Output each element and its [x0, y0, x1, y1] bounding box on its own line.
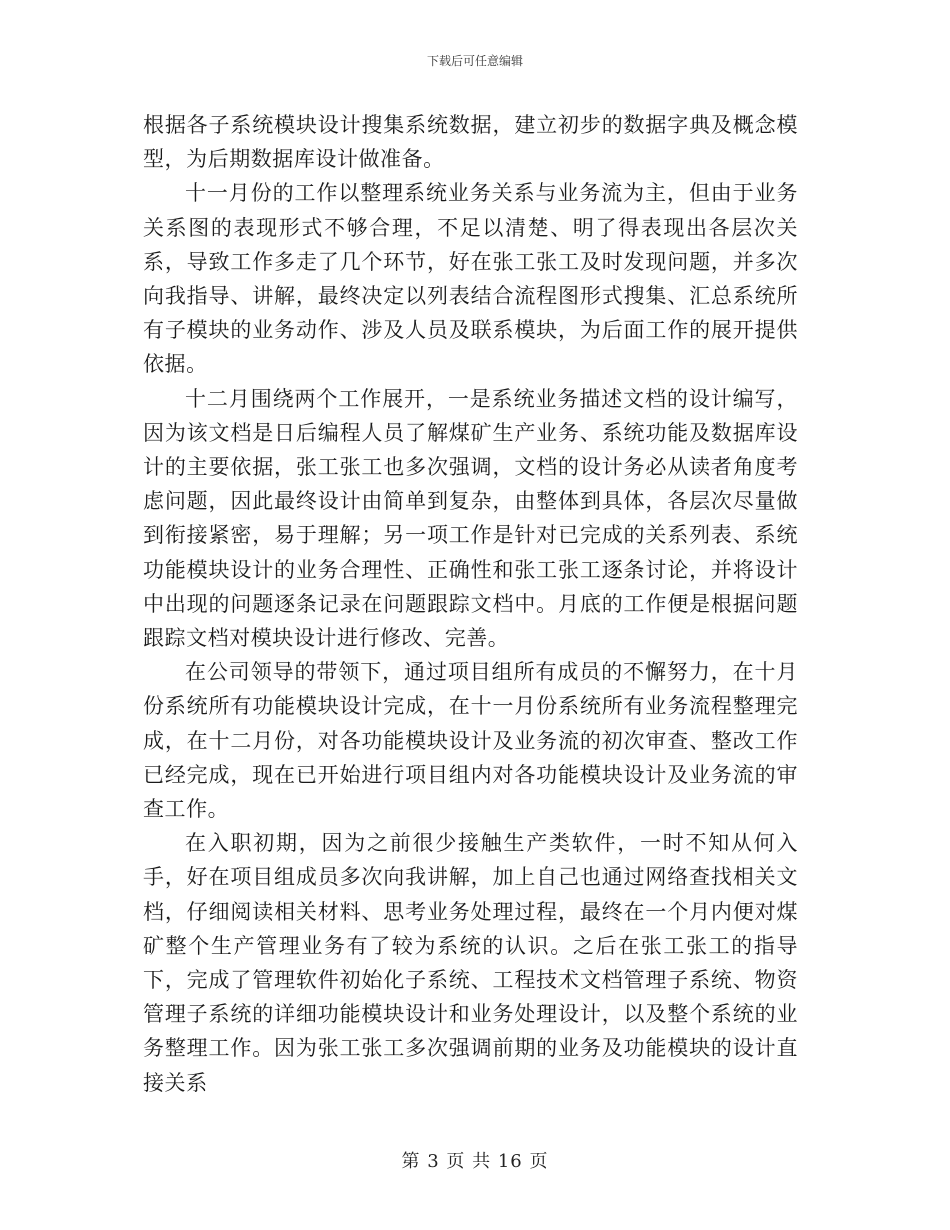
paragraph-3: 十二月围绕两个工作展开，一是系统业务描述文档的设计编写，因为该文档是日后编程人员了解煤矿生产业务、系统功能及数据库设计的主要依据，张工张工也多次强调，文档的设计务必从读者角度考虑问题，因此最终设计由简单到复杂，由整体到具体，各层次尽量做到衔接紧密，易于理解；另一项工作是针对已完成的关系列表、系统功能模块设计的业务合理性、正确性和张工张工逐条讨论，并将设计中出现的问题逐条记录在问题跟踪文档中。月底的工作便是根据问题跟踪文档对模块设计进行修改、完善。: [143, 386, 798, 651]
page-number-footer: 第 3 页 共 16 页: [401, 1151, 549, 1172]
paragraph-4: 在公司领导的带领下，通过项目组所有成员的不懈努力，在十月份系统所有功能模块设计完成，在十一月份系统所有业务流程整理完成，在十二月份，对各功能模块设计及业务流的初次审查、整改工作已经完成，现在已开始进行项目组内对各功能模块设计及业务流的审查工作。: [143, 660, 798, 822]
paragraph-5: 在入职初期，因为之前很少接触生产类软件，一时不知从何入手，好在项目组成员多次向我讲解，加上自己也通过网络查找相关文档，仔细阅读相关材料、思考业务处理过程，最终在一个月内便对煤矿整个生产管理业务有了较为系统的认识。之后在张工张工的指导下，完成了管理软件初始化子系统、工程技术文档管理子系统、物资管理子系统的详细功能模块设计和业务处理设计，以及整个系统的业务整理工作。因为张工张工多次强调前期的业务及功能模块的设计直接关系: [143, 831, 798, 1095]
paragraph-1: 根据各子系统模块设计搜集系统数据，建立初步的数据字典及概念模型，为后期数据库设计做准备。: [143, 113, 798, 172]
paragraph-2: 十一月份的工作以整理系统业务关系与业务流为主，但由于业务关系图的表现形式不够合理，不足以清楚、明了得表现出各层次关系，导致工作多走了几个环节，好在张工张工及时发现问题，并多次向我指导、讲解，最终决定以列表结合流程图形式搜集、汇总系统所有子模块的业务动作、涉及人员及联系模块，为后面工作的展开提供依据。: [143, 181, 798, 377]
page-header: 下载后可任意编辑: [426, 54, 523, 68]
document-body: [143, 108, 798, 1100]
